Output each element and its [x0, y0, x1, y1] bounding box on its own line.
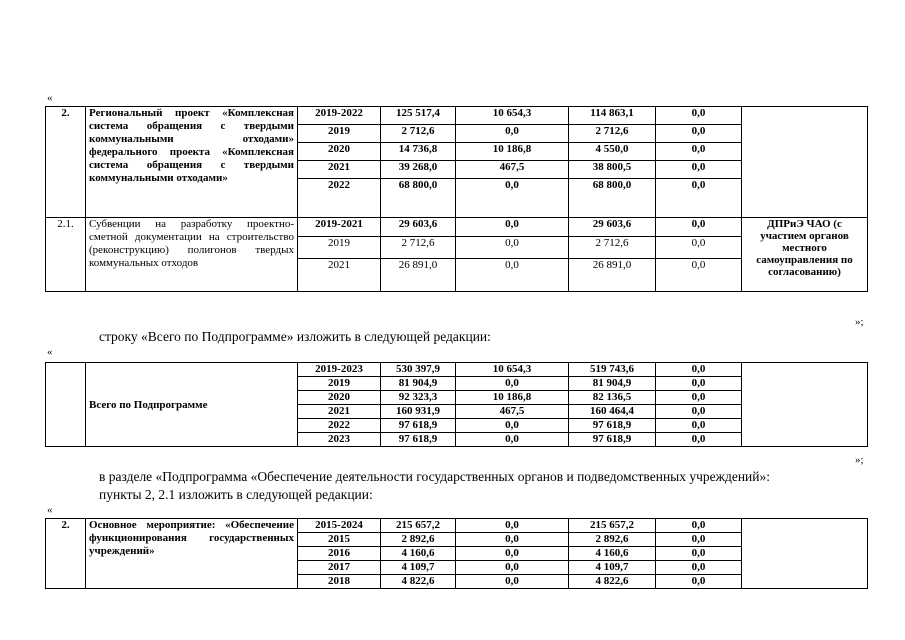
- total-row-label: Всего по Подпрограмме: [86, 363, 298, 447]
- federal-budget-cell: 0,0: [456, 533, 569, 547]
- federal-budget-cell: 0,0: [456, 561, 569, 575]
- regional-budget-cell: 68 800,0: [569, 179, 656, 218]
- item-number: [46, 363, 86, 447]
- table-row: [46, 519, 868, 533]
- regional-budget-cell: 160 464,4: [569, 405, 656, 419]
- period-cell: 2015-2024: [298, 519, 381, 533]
- other-sources-cell: 0,0: [656, 433, 742, 447]
- federal-budget-cell: 0,0: [456, 259, 569, 292]
- instruction-paragraph-items: пункты 2, 2.1 изложить в следующей редакции:: [99, 487, 373, 502]
- table-subprogram-total: [45, 362, 868, 447]
- regional-budget-cell: 2 712,6: [569, 125, 656, 143]
- other-sources-cell: 0,0: [656, 237, 742, 259]
- period-cell: 2017: [298, 561, 381, 575]
- total-cell: 97 618,9: [381, 433, 456, 447]
- table-row: [46, 363, 868, 377]
- regional-budget-cell: 4 822,6: [569, 575, 656, 589]
- other-sources-cell: 0,0: [656, 143, 742, 161]
- total-cell: 97 618,9: [381, 419, 456, 433]
- regional-budget-cell: 519 743,6: [569, 363, 656, 377]
- federal-budget-cell: 0,0: [456, 125, 569, 143]
- table-row: [46, 218, 868, 237]
- regional-budget-cell: 4 109,7: [569, 561, 656, 575]
- other-sources-cell: 0,0: [656, 218, 742, 237]
- total-cell: 14 736,8: [381, 143, 456, 161]
- opening-quote: «: [47, 92, 53, 104]
- instruction-paragraph: строку «Всего по Подпрограмме» изложить в следующей редакции:: [99, 329, 491, 344]
- regional-budget-cell: 215 657,2: [569, 519, 656, 533]
- item-number: 2.: [46, 107, 86, 218]
- federal-budget-cell: 10 186,8: [456, 143, 569, 161]
- regional-budget-cell: 81 904,9: [569, 377, 656, 391]
- total-cell: 4 160,6: [381, 547, 456, 561]
- regional-budget-cell: 2 892,6: [569, 533, 656, 547]
- opening-quote: «: [47, 504, 53, 516]
- other-sources-cell: 0,0: [656, 405, 742, 419]
- period-cell: 2016: [298, 547, 381, 561]
- other-sources-cell: 0,0: [656, 377, 742, 391]
- total-cell: 530 397,9: [381, 363, 456, 377]
- period-cell: 2019-2023: [298, 363, 381, 377]
- regional-budget-cell: 29 603,6: [569, 218, 656, 237]
- federal-budget-cell: 467,5: [456, 161, 569, 179]
- instruction-paragraph-section: в разделе «Подпрограмма «Обеспечение деятельности государственных органов и подведомственных учреждений»:: [99, 469, 771, 484]
- other-sources-cell: 0,0: [656, 519, 742, 533]
- federal-budget-cell: 10 654,3: [456, 363, 569, 377]
- regional-budget-cell: 38 800,5: [569, 161, 656, 179]
- federal-budget-cell: 0,0: [456, 519, 569, 533]
- other-sources-cell: 0,0: [656, 161, 742, 179]
- closing-quote: »;: [855, 316, 864, 328]
- regional-budget-cell: 4 550,0: [569, 143, 656, 161]
- table-row: [46, 107, 868, 125]
- period-cell: 2019-2022: [298, 107, 381, 125]
- item-number: 2.1.: [46, 218, 86, 292]
- total-cell: 4 109,7: [381, 561, 456, 575]
- federal-budget-cell: 467,5: [456, 405, 569, 419]
- total-cell: 2 712,6: [381, 125, 456, 143]
- table-main-activity: [45, 518, 868, 589]
- total-cell: 92 323,3: [381, 391, 456, 405]
- other-sources-cell: 0,0: [656, 547, 742, 561]
- other-sources-cell: 0,0: [656, 125, 742, 143]
- item-number: 2.: [46, 519, 86, 589]
- period-cell: 2021: [298, 259, 381, 292]
- federal-budget-cell: 10 654,3: [456, 107, 569, 125]
- other-sources-cell: 0,0: [656, 391, 742, 405]
- federal-budget-cell: 0,0: [456, 547, 569, 561]
- total-cell: 2 892,6: [381, 533, 456, 547]
- period-cell: 2020: [298, 143, 381, 161]
- period-cell: 2021: [298, 405, 381, 419]
- executor-cell: [742, 363, 868, 447]
- total-cell: 26 891,0: [381, 259, 456, 292]
- period-cell: 2023: [298, 433, 381, 447]
- executor-cell: [742, 107, 868, 218]
- federal-budget-cell: 0,0: [456, 237, 569, 259]
- federal-budget-cell: 0,0: [456, 419, 569, 433]
- other-sources-cell: 0,0: [656, 179, 742, 218]
- period-cell: 2019-2021: [298, 218, 381, 237]
- item-name: Основное мероприятие: «Обеспечение функционирования государственных учреждений»: [86, 519, 298, 589]
- total-cell: 125 517,4: [381, 107, 456, 125]
- table-regional-project: [45, 106, 868, 292]
- regional-budget-cell: 4 160,6: [569, 547, 656, 561]
- period-cell: 2021: [298, 161, 381, 179]
- other-sources-cell: 0,0: [656, 259, 742, 292]
- period-cell: 2020: [298, 391, 381, 405]
- federal-budget-cell: 0,0: [456, 179, 569, 218]
- regional-budget-cell: 114 863,1: [569, 107, 656, 125]
- opening-quote: «: [47, 346, 53, 358]
- item-name: Субвенции на разработку проектно-сметной документации на строительство (реконструкцию) полигонов твердых коммунальных отходов: [86, 218, 298, 292]
- regional-budget-cell: 2 712,6: [569, 237, 656, 259]
- regional-budget-cell: 97 618,9: [569, 433, 656, 447]
- total-cell: 160 931,9: [381, 405, 456, 419]
- other-sources-cell: 0,0: [656, 561, 742, 575]
- other-sources-cell: 0,0: [656, 107, 742, 125]
- federal-budget-cell: 0,0: [456, 377, 569, 391]
- item-name: Региональный проект «Комплексная система обращения с твердыми коммунальными отходами» федерального проекта «Комплексная система обращения с твердыми коммунальными отходами»: [86, 107, 298, 218]
- period-cell: 2018: [298, 575, 381, 589]
- other-sources-cell: 0,0: [656, 575, 742, 589]
- federal-budget-cell: 10 186,8: [456, 391, 569, 405]
- federal-budget-cell: 0,0: [456, 218, 569, 237]
- total-cell: 2 712,6: [381, 237, 456, 259]
- regional-budget-cell: 82 136,5: [569, 391, 656, 405]
- total-cell: 4 822,6: [381, 575, 456, 589]
- period-cell: 2019: [298, 125, 381, 143]
- period-cell: 2019: [298, 237, 381, 259]
- total-cell: 29 603,6: [381, 218, 456, 237]
- total-cell: 81 904,9: [381, 377, 456, 391]
- total-cell: 39 268,0: [381, 161, 456, 179]
- total-cell: 68 800,0: [381, 179, 456, 218]
- total-cell: 215 657,2: [381, 519, 456, 533]
- regional-budget-cell: 97 618,9: [569, 419, 656, 433]
- other-sources-cell: 0,0: [656, 419, 742, 433]
- period-cell: 2022: [298, 179, 381, 218]
- regional-budget-cell: 26 891,0: [569, 259, 656, 292]
- closing-quote: »;: [855, 454, 864, 466]
- period-cell: 2022: [298, 419, 381, 433]
- other-sources-cell: 0,0: [656, 533, 742, 547]
- executor-cell: [742, 519, 868, 589]
- executor-cell: ДПРиЭ ЧАО (с участием органов местного самоуправления по согласованию): [742, 218, 868, 292]
- period-cell: 2019: [298, 377, 381, 391]
- period-cell: 2015: [298, 533, 381, 547]
- other-sources-cell: 0,0: [656, 363, 742, 377]
- federal-budget-cell: 0,0: [456, 575, 569, 589]
- federal-budget-cell: 0,0: [456, 433, 569, 447]
